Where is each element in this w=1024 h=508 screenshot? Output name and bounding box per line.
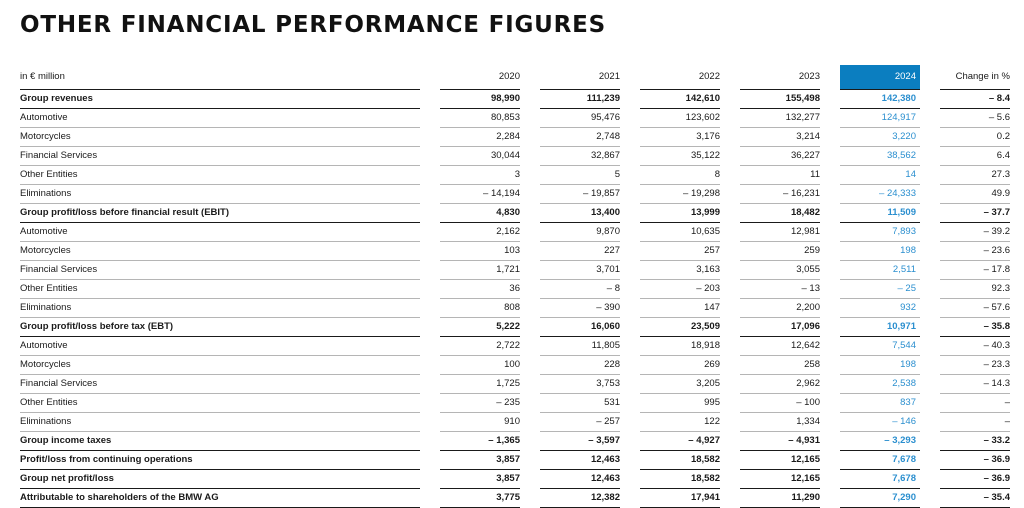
value-cell-highlighted: 7,893 (830, 223, 930, 242)
table-row (20, 299, 1010, 318)
value-cell: 2,200 (730, 299, 830, 318)
row-label: Group income taxes (20, 432, 430, 451)
table-row (20, 223, 1010, 242)
value-cell-highlighted: 2,538 (830, 375, 930, 394)
value-cell: 910 (430, 413, 530, 432)
column-header-year-highlighted: 2024 (830, 65, 930, 90)
row-label: Motorcycles (20, 356, 430, 375)
value-cell-highlighted: 3,220 (830, 128, 930, 147)
table-row (20, 375, 1010, 394)
column-header-year: 2022 (630, 65, 730, 90)
value-cell: 12,165 (730, 451, 830, 470)
value-cell-highlighted: 38,562 (830, 147, 930, 166)
value-cell: – 4,931 (730, 432, 830, 451)
value-cell: 3,205 (630, 375, 730, 394)
value-cell: 80,853 (430, 109, 530, 128)
value-cell: 17,096 (730, 318, 830, 337)
table-row (20, 242, 1010, 261)
row-label: Profit/loss from continuing operations (20, 451, 430, 470)
value-cell: 808 (430, 299, 530, 318)
table-row (20, 413, 1010, 432)
value-cell: 13,999 (630, 204, 730, 223)
value-cell: 3,176 (630, 128, 730, 147)
value-cell: 228 (530, 356, 630, 375)
value-cell: 3,214 (730, 128, 830, 147)
table-row (20, 147, 1010, 166)
value-cell: 12,642 (730, 337, 830, 356)
value-cell: 1,721 (430, 261, 530, 280)
value-cell: 3,163 (630, 261, 730, 280)
value-cell: 9,870 (530, 223, 630, 242)
value-cell: 5,222 (430, 318, 530, 337)
value-cell-highlighted: – 146 (830, 413, 930, 432)
row-label: Attributable to shareholders of the BMW AG (20, 489, 430, 508)
value-cell-highlighted: 2,511 (830, 261, 930, 280)
value-cell: 3,775 (430, 489, 530, 508)
value-cell: 3,753 (530, 375, 630, 394)
table-row (20, 128, 1010, 147)
row-label: Eliminations (20, 185, 430, 204)
value-cell: – 235 (430, 394, 530, 413)
table-row (20, 451, 1010, 470)
row-label: Motorcycles (20, 128, 430, 147)
value-cell: 2,962 (730, 375, 830, 394)
value-cell: – 100 (730, 394, 830, 413)
value-cell: 23,509 (630, 318, 730, 337)
value-cell: 36 (430, 280, 530, 299)
change-cell: – 33.2 (930, 432, 1010, 451)
value-cell: 259 (730, 242, 830, 261)
value-cell: 11,805 (530, 337, 630, 356)
change-cell: 0.2 (930, 128, 1010, 147)
value-cell: 227 (530, 242, 630, 261)
change-cell: – 14.3 (930, 375, 1010, 394)
value-cell-highlighted: 142,380 (830, 90, 930, 109)
value-cell: 13,400 (530, 204, 630, 223)
column-header-year: 2020 (430, 65, 530, 90)
value-cell-highlighted: 11,509 (830, 204, 930, 223)
value-cell-highlighted: – 3,293 (830, 432, 930, 451)
table-row (20, 204, 1010, 223)
value-cell: – 14,194 (430, 185, 530, 204)
value-cell-highlighted: 10,971 (830, 318, 930, 337)
change-cell: 49.9 (930, 185, 1010, 204)
financial-figures-table (20, 65, 1010, 508)
value-cell: 257 (630, 242, 730, 261)
change-cell: – 37.7 (930, 204, 1010, 223)
value-cell: 142,610 (630, 90, 730, 109)
table-row (20, 470, 1010, 489)
value-cell-highlighted: 7,678 (830, 451, 930, 470)
row-label: Group net profit/loss (20, 470, 430, 489)
change-cell: 27.3 (930, 166, 1010, 185)
value-cell: 531 (530, 394, 630, 413)
value-cell: 3,857 (430, 470, 530, 489)
value-cell: 12,981 (730, 223, 830, 242)
value-cell: 995 (630, 394, 730, 413)
table-row (20, 166, 1010, 185)
row-label: Other Entities (20, 394, 430, 413)
change-cell: – 17.8 (930, 261, 1010, 280)
value-cell: 18,582 (630, 451, 730, 470)
change-cell: – 5.6 (930, 109, 1010, 128)
value-cell: – 4,927 (630, 432, 730, 451)
value-cell: 3,857 (430, 451, 530, 470)
change-cell: – (930, 413, 1010, 432)
value-cell: – 3,597 (530, 432, 630, 451)
row-label: Group revenues (20, 90, 430, 109)
value-cell: 18,482 (730, 204, 830, 223)
value-cell: 12,463 (530, 470, 630, 489)
row-label: Financial Services (20, 261, 430, 280)
value-cell-highlighted: – 25 (830, 280, 930, 299)
column-header-year: 2023 (730, 65, 830, 90)
value-cell: 32,867 (530, 147, 630, 166)
table-row (20, 337, 1010, 356)
value-cell: 5 (530, 166, 630, 185)
value-cell: 8 (630, 166, 730, 185)
page-title: OTHER FINANCIAL PERFORMANCE FIGURES (20, 12, 606, 38)
table-body (20, 90, 1010, 508)
value-cell: 122 (630, 413, 730, 432)
value-cell: 147 (630, 299, 730, 318)
value-cell: – 13 (730, 280, 830, 299)
value-cell: 18,918 (630, 337, 730, 356)
row-label: Eliminations (20, 299, 430, 318)
row-label: Motorcycles (20, 242, 430, 261)
value-cell: – 16,231 (730, 185, 830, 204)
change-cell: – 35.4 (930, 489, 1010, 508)
value-cell: – 257 (530, 413, 630, 432)
value-cell: 100 (430, 356, 530, 375)
value-cell: 3 (430, 166, 530, 185)
value-cell: 155,498 (730, 90, 830, 109)
row-label: Other Entities (20, 280, 430, 299)
value-cell-highlighted: – 24,333 (830, 185, 930, 204)
value-cell-highlighted: 7,290 (830, 489, 930, 508)
change-cell: 92.3 (930, 280, 1010, 299)
column-header-change: Change in % (930, 65, 1010, 90)
value-cell-highlighted: 198 (830, 356, 930, 375)
value-cell: 18,582 (630, 470, 730, 489)
change-cell: 6.4 (930, 147, 1010, 166)
column-header-year: 2021 (530, 65, 630, 90)
change-cell: – 57.6 (930, 299, 1010, 318)
value-cell: – 390 (530, 299, 630, 318)
value-cell-highlighted: 14 (830, 166, 930, 185)
value-cell: 2,284 (430, 128, 530, 147)
table-row (20, 280, 1010, 299)
value-cell: 12,463 (530, 451, 630, 470)
value-cell: 2,722 (430, 337, 530, 356)
value-cell-highlighted: 932 (830, 299, 930, 318)
row-label: Financial Services (20, 147, 430, 166)
value-cell-highlighted: 124,917 (830, 109, 930, 128)
value-cell: 258 (730, 356, 830, 375)
table-row (20, 489, 1010, 508)
row-label: Automotive (20, 109, 430, 128)
row-label: Group profit/loss before tax (EBT) (20, 318, 430, 337)
table-row (20, 185, 1010, 204)
change-cell: – 23.6 (930, 242, 1010, 261)
value-cell: 11 (730, 166, 830, 185)
unit-label: in € million (20, 65, 430, 90)
change-cell: – 35.8 (930, 318, 1010, 337)
table-row (20, 394, 1010, 413)
value-cell-highlighted: 837 (830, 394, 930, 413)
value-cell: 11,290 (730, 489, 830, 508)
row-label: Eliminations (20, 413, 430, 432)
value-cell: 17,941 (630, 489, 730, 508)
value-cell: 4,830 (430, 204, 530, 223)
value-cell: 1,334 (730, 413, 830, 432)
value-cell: 98,990 (430, 90, 530, 109)
value-cell: 10,635 (630, 223, 730, 242)
value-cell: 36,227 (730, 147, 830, 166)
row-label: Financial Services (20, 375, 430, 394)
table-row (20, 318, 1010, 337)
value-cell: – 19,298 (630, 185, 730, 204)
table-row (20, 90, 1010, 109)
value-cell: – 1,365 (430, 432, 530, 451)
value-cell: 95,476 (530, 109, 630, 128)
change-cell: – 36.9 (930, 451, 1010, 470)
change-cell: – 39.2 (930, 223, 1010, 242)
change-cell: – 23.3 (930, 356, 1010, 375)
value-cell: 3,055 (730, 261, 830, 280)
value-cell: – 19,857 (530, 185, 630, 204)
value-cell-highlighted: 198 (830, 242, 930, 261)
value-cell: 111,239 (530, 90, 630, 109)
value-cell: – 8 (530, 280, 630, 299)
value-cell-highlighted: 7,544 (830, 337, 930, 356)
value-cell: 12,165 (730, 470, 830, 489)
value-cell: 35,122 (630, 147, 730, 166)
value-cell: 16,060 (530, 318, 630, 337)
change-cell: – (930, 394, 1010, 413)
change-cell: – 8.4 (930, 90, 1010, 109)
value-cell: 103 (430, 242, 530, 261)
table-row (20, 109, 1010, 128)
change-cell: – 40.3 (930, 337, 1010, 356)
value-cell: – 203 (630, 280, 730, 299)
value-cell: 2,162 (430, 223, 530, 242)
table-row (20, 261, 1010, 280)
value-cell: 1,725 (430, 375, 530, 394)
value-cell: 2,748 (530, 128, 630, 147)
value-cell: 3,701 (530, 261, 630, 280)
value-cell: 12,382 (530, 489, 630, 508)
row-label: Automotive (20, 223, 430, 242)
value-cell: 132,277 (730, 109, 830, 128)
change-cell: – 36.9 (930, 470, 1010, 489)
row-label: Group profit/loss before financial result (EBIT) (20, 204, 430, 223)
value-cell-highlighted: 7,678 (830, 470, 930, 489)
row-label: Automotive (20, 337, 430, 356)
value-cell: 30,044 (430, 147, 530, 166)
table-row (20, 432, 1010, 451)
value-cell: 269 (630, 356, 730, 375)
table-row (20, 356, 1010, 375)
row-label: Other Entities (20, 166, 430, 185)
table-header-row (20, 65, 1010, 90)
value-cell: 123,602 (630, 109, 730, 128)
